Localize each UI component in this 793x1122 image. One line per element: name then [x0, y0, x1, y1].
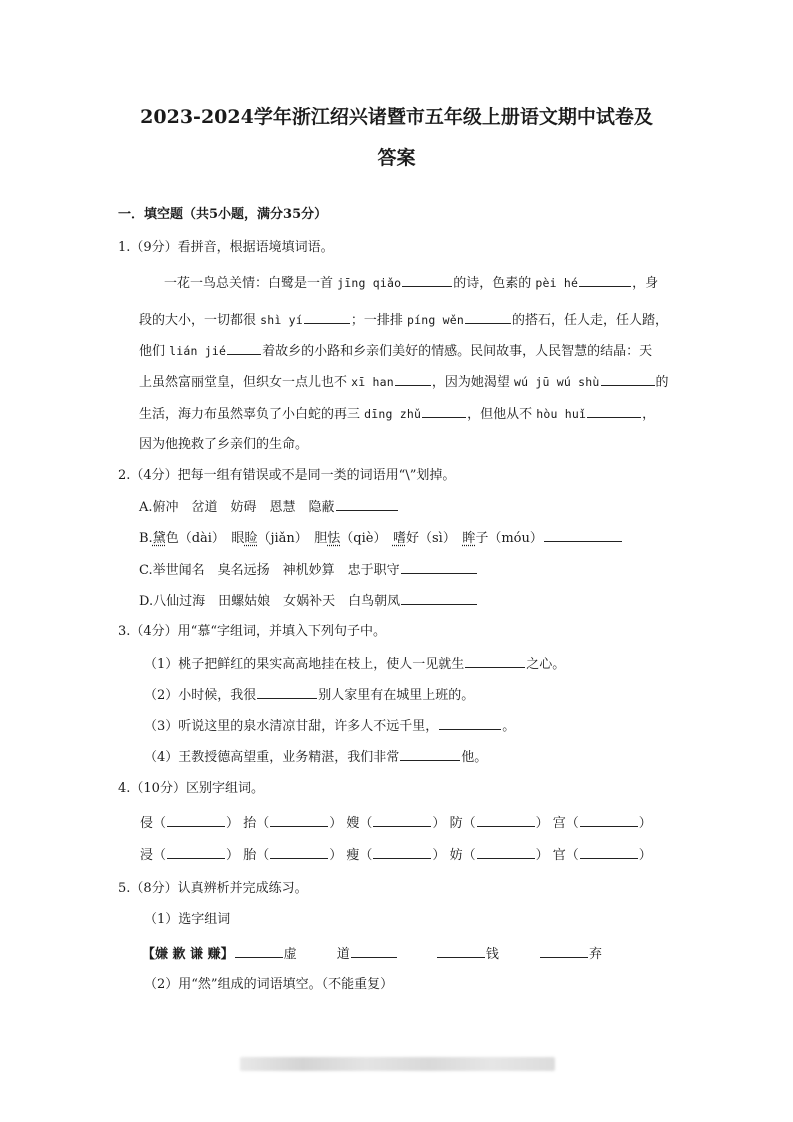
question-5-stem: 5.（8分）认真辨析并完成练习。: [118, 881, 308, 896]
word-part: 弃: [589, 947, 603, 962]
q1-text: ；一排排: [350, 313, 408, 328]
answer-blank[interactable]: [540, 945, 588, 958]
char-group: 胎（ ）: [243, 848, 343, 863]
q3-sentence-4: [144, 748, 487, 767]
answer-blank[interactable]: [373, 846, 431, 859]
question-2-stem: 2.（4分）把每一组有错误或不是同一类的词语用“\”划掉。: [118, 468, 456, 483]
q3-sentence-1: [144, 655, 565, 674]
q2-option-a: [139, 498, 399, 517]
dotted-char: 眸: [462, 531, 476, 546]
q2-option-b: [139, 529, 623, 548]
char: 宫: [552, 816, 566, 831]
pinyin: xī han: [351, 375, 394, 389]
answer-blank[interactable]: [270, 846, 328, 859]
q5-sub-1: （1）选字组词: [144, 912, 231, 927]
q1-text: 上虽然富丽堂皇，但织女一点儿也不: [139, 375, 352, 390]
q3-sentence-3: [144, 717, 515, 736]
answer-blank[interactable]: [227, 342, 261, 355]
q2-option-d: [139, 592, 478, 611]
char: 防: [449, 816, 463, 831]
q5-char-choices-row: [142, 945, 602, 964]
pinyin: jīng qiǎo: [337, 276, 402, 290]
option-text: 子（móu）: [475, 531, 543, 546]
blurred-footer-watermark: [240, 1057, 555, 1071]
sentence-text: 他。: [461, 750, 488, 765]
q3-sentence-2: [144, 686, 474, 705]
sentence-text: （4）王教授德高望重，业务精湛，我们非常: [144, 750, 400, 765]
sentence-text: （1）桃子把鲜红的果实高高地挂在枝上，使人一见就生: [144, 657, 465, 672]
char-group: 抬（ ）: [243, 816, 343, 831]
answer-blank[interactable]: [400, 748, 460, 761]
option-text: 好（sì）: [405, 531, 463, 546]
q1-text: 生活，海力布虽然辜负了小白蛇的再三: [139, 407, 365, 422]
dotted-char: 睑: [244, 531, 258, 546]
option-text: 色（dài） 眼: [165, 531, 245, 546]
dotted-char: 嗜: [392, 531, 406, 546]
q1-text: 着故乡的小路和乡亲们美好的情感。民间故事，人民智慧的结晶：天: [262, 344, 653, 359]
answer-blank[interactable]: [401, 561, 477, 574]
dotted-char: 怯: [327, 531, 341, 546]
pinyin: wú jū wú shù: [514, 375, 600, 389]
answer-blank[interactable]: [437, 945, 485, 958]
answer-blank[interactable]: [270, 814, 328, 827]
q1-text: 的诗，色素的: [453, 276, 536, 291]
char-group: 嫂（ ）: [346, 816, 446, 831]
option-text: D.八仙过海 田螺姑娘 女娲补天 白鸟朝凤: [139, 594, 401, 609]
char-group: 防（ ）: [449, 816, 549, 831]
section-heading: 一．填空题（共5小题，满分35分）: [118, 207, 328, 222]
q1-text: 段的大小，一切都很: [139, 313, 261, 328]
page-title-line2: 答案: [377, 147, 416, 169]
pinyin: shì yí: [260, 313, 303, 327]
answer-blank[interactable]: [235, 945, 283, 958]
answer-blank[interactable]: [373, 814, 431, 827]
answer-blank[interactable]: [580, 814, 638, 827]
answer-blank[interactable]: [395, 373, 431, 386]
sentence-text: （3）听说这里的泉水清凉甘甜，许多人不远千里，: [144, 719, 439, 734]
answer-blank[interactable]: [167, 814, 225, 827]
pinyin: lián jié: [169, 344, 227, 358]
dotted-char: 黛: [152, 531, 166, 546]
char: 妨: [449, 848, 463, 863]
answer-blank[interactable]: [587, 405, 641, 418]
answer-blank[interactable]: [257, 686, 317, 699]
char-group: 官（ ）: [552, 848, 652, 863]
answer-blank[interactable]: [439, 717, 501, 730]
option-text: （jiǎn） 胆: [257, 531, 328, 546]
question-1-stem: 1.（9分）看拼音，根据语境填词语。: [118, 240, 334, 255]
q1-text: ，身: [632, 276, 659, 291]
question-4-stem: 4.（10分）区别字组词。: [118, 781, 264, 796]
char: 嫂: [346, 816, 360, 831]
char: 官: [552, 848, 566, 863]
char-group: 瘦（ ）: [346, 848, 446, 863]
q1-paragraph-line-5: [139, 405, 655, 424]
q1-text: ，: [642, 407, 656, 422]
pinyin: hòu huǐ: [536, 407, 587, 421]
char: 浸: [140, 848, 154, 863]
q4-row-2: [140, 846, 652, 865]
char: 侵: [140, 816, 154, 831]
char-group: 侵（ ）: [140, 816, 240, 831]
q1-paragraph-line-4: [139, 373, 669, 392]
char-choices: 【嫌 歉 谦 赚】: [142, 947, 234, 962]
word-part: 虚: [283, 947, 297, 962]
sentence-text: 别人家里有在城里上班的。: [318, 688, 475, 703]
char: 抬: [243, 816, 257, 831]
char-group: 妨（ ）: [449, 848, 549, 863]
answer-blank[interactable]: [167, 846, 225, 859]
q1-paragraph-line-3: [139, 342, 652, 361]
answer-blank[interactable]: [465, 655, 525, 668]
sentence-text: （2）小时候，我很: [144, 688, 257, 703]
answer-blank[interactable]: [304, 311, 350, 324]
q1-text: ，因为她渴望: [431, 375, 515, 390]
answer-blank[interactable]: [336, 498, 398, 511]
answer-blank[interactable]: [465, 311, 511, 324]
answer-blank[interactable]: [477, 846, 535, 859]
option-text: C.举世闻名 臭名远扬 神机妙算 忠于职守: [139, 563, 400, 578]
word-part: 道: [336, 947, 350, 962]
option-text: （qiè）: [340, 531, 393, 546]
answer-blank[interactable]: [477, 814, 535, 827]
q1-paragraph-line-1: [164, 274, 658, 293]
answer-blank[interactable]: [422, 405, 466, 418]
answer-blank[interactable]: [601, 373, 655, 386]
page-title: 2023-2024学年浙江绍兴诸暨市五年级上册语文期中试卷及: [140, 106, 653, 128]
answer-blank[interactable]: [401, 592, 477, 605]
answer-blank[interactable]: [580, 846, 638, 859]
char-group: 宫（ ）: [552, 816, 652, 831]
q1-paragraph-line-6: 因为他挽救了乡亲们的生命。: [139, 437, 309, 452]
q4-row-1: [140, 814, 652, 833]
sentence-text: 之心。: [526, 657, 566, 672]
q1-text: 的: [655, 375, 669, 390]
answer-blank[interactable]: [402, 274, 452, 287]
sentence-text: 。: [502, 719, 516, 734]
answer-blank[interactable]: [579, 274, 631, 287]
pinyin: píng wěn: [407, 313, 465, 327]
answer-blank[interactable]: [544, 529, 622, 542]
pinyin: pèi hé: [535, 276, 579, 290]
pinyin: dīng zhǔ: [364, 407, 422, 421]
q1-text: 他们: [139, 344, 170, 359]
word-part: 钱: [485, 947, 499, 962]
q1-text: ，但他从不: [467, 407, 537, 422]
q1-paragraph-line-2: [139, 311, 668, 330]
char: 瘦: [346, 848, 360, 863]
option-label: B.: [139, 531, 153, 546]
option-text: A.俯冲 岔道 妨碍 恩慧 隐蔽: [139, 500, 335, 515]
q1-text: 的搭石，任人走，任人踏，: [512, 313, 669, 328]
answer-blank[interactable]: [351, 945, 397, 958]
char-group: 浸（ ）: [140, 848, 240, 863]
q2-option-c: [139, 561, 478, 580]
q1-text: 一花一鸟总关情：白鹭是一首: [164, 276, 338, 291]
question-3-stem: 3.（4分）用“慕“字组词，并填入下列句子中。: [118, 624, 386, 639]
q5-sub-2: （2）用“然”组成的词语填空。（不能重复）: [144, 977, 394, 992]
char: 胎: [243, 848, 257, 863]
